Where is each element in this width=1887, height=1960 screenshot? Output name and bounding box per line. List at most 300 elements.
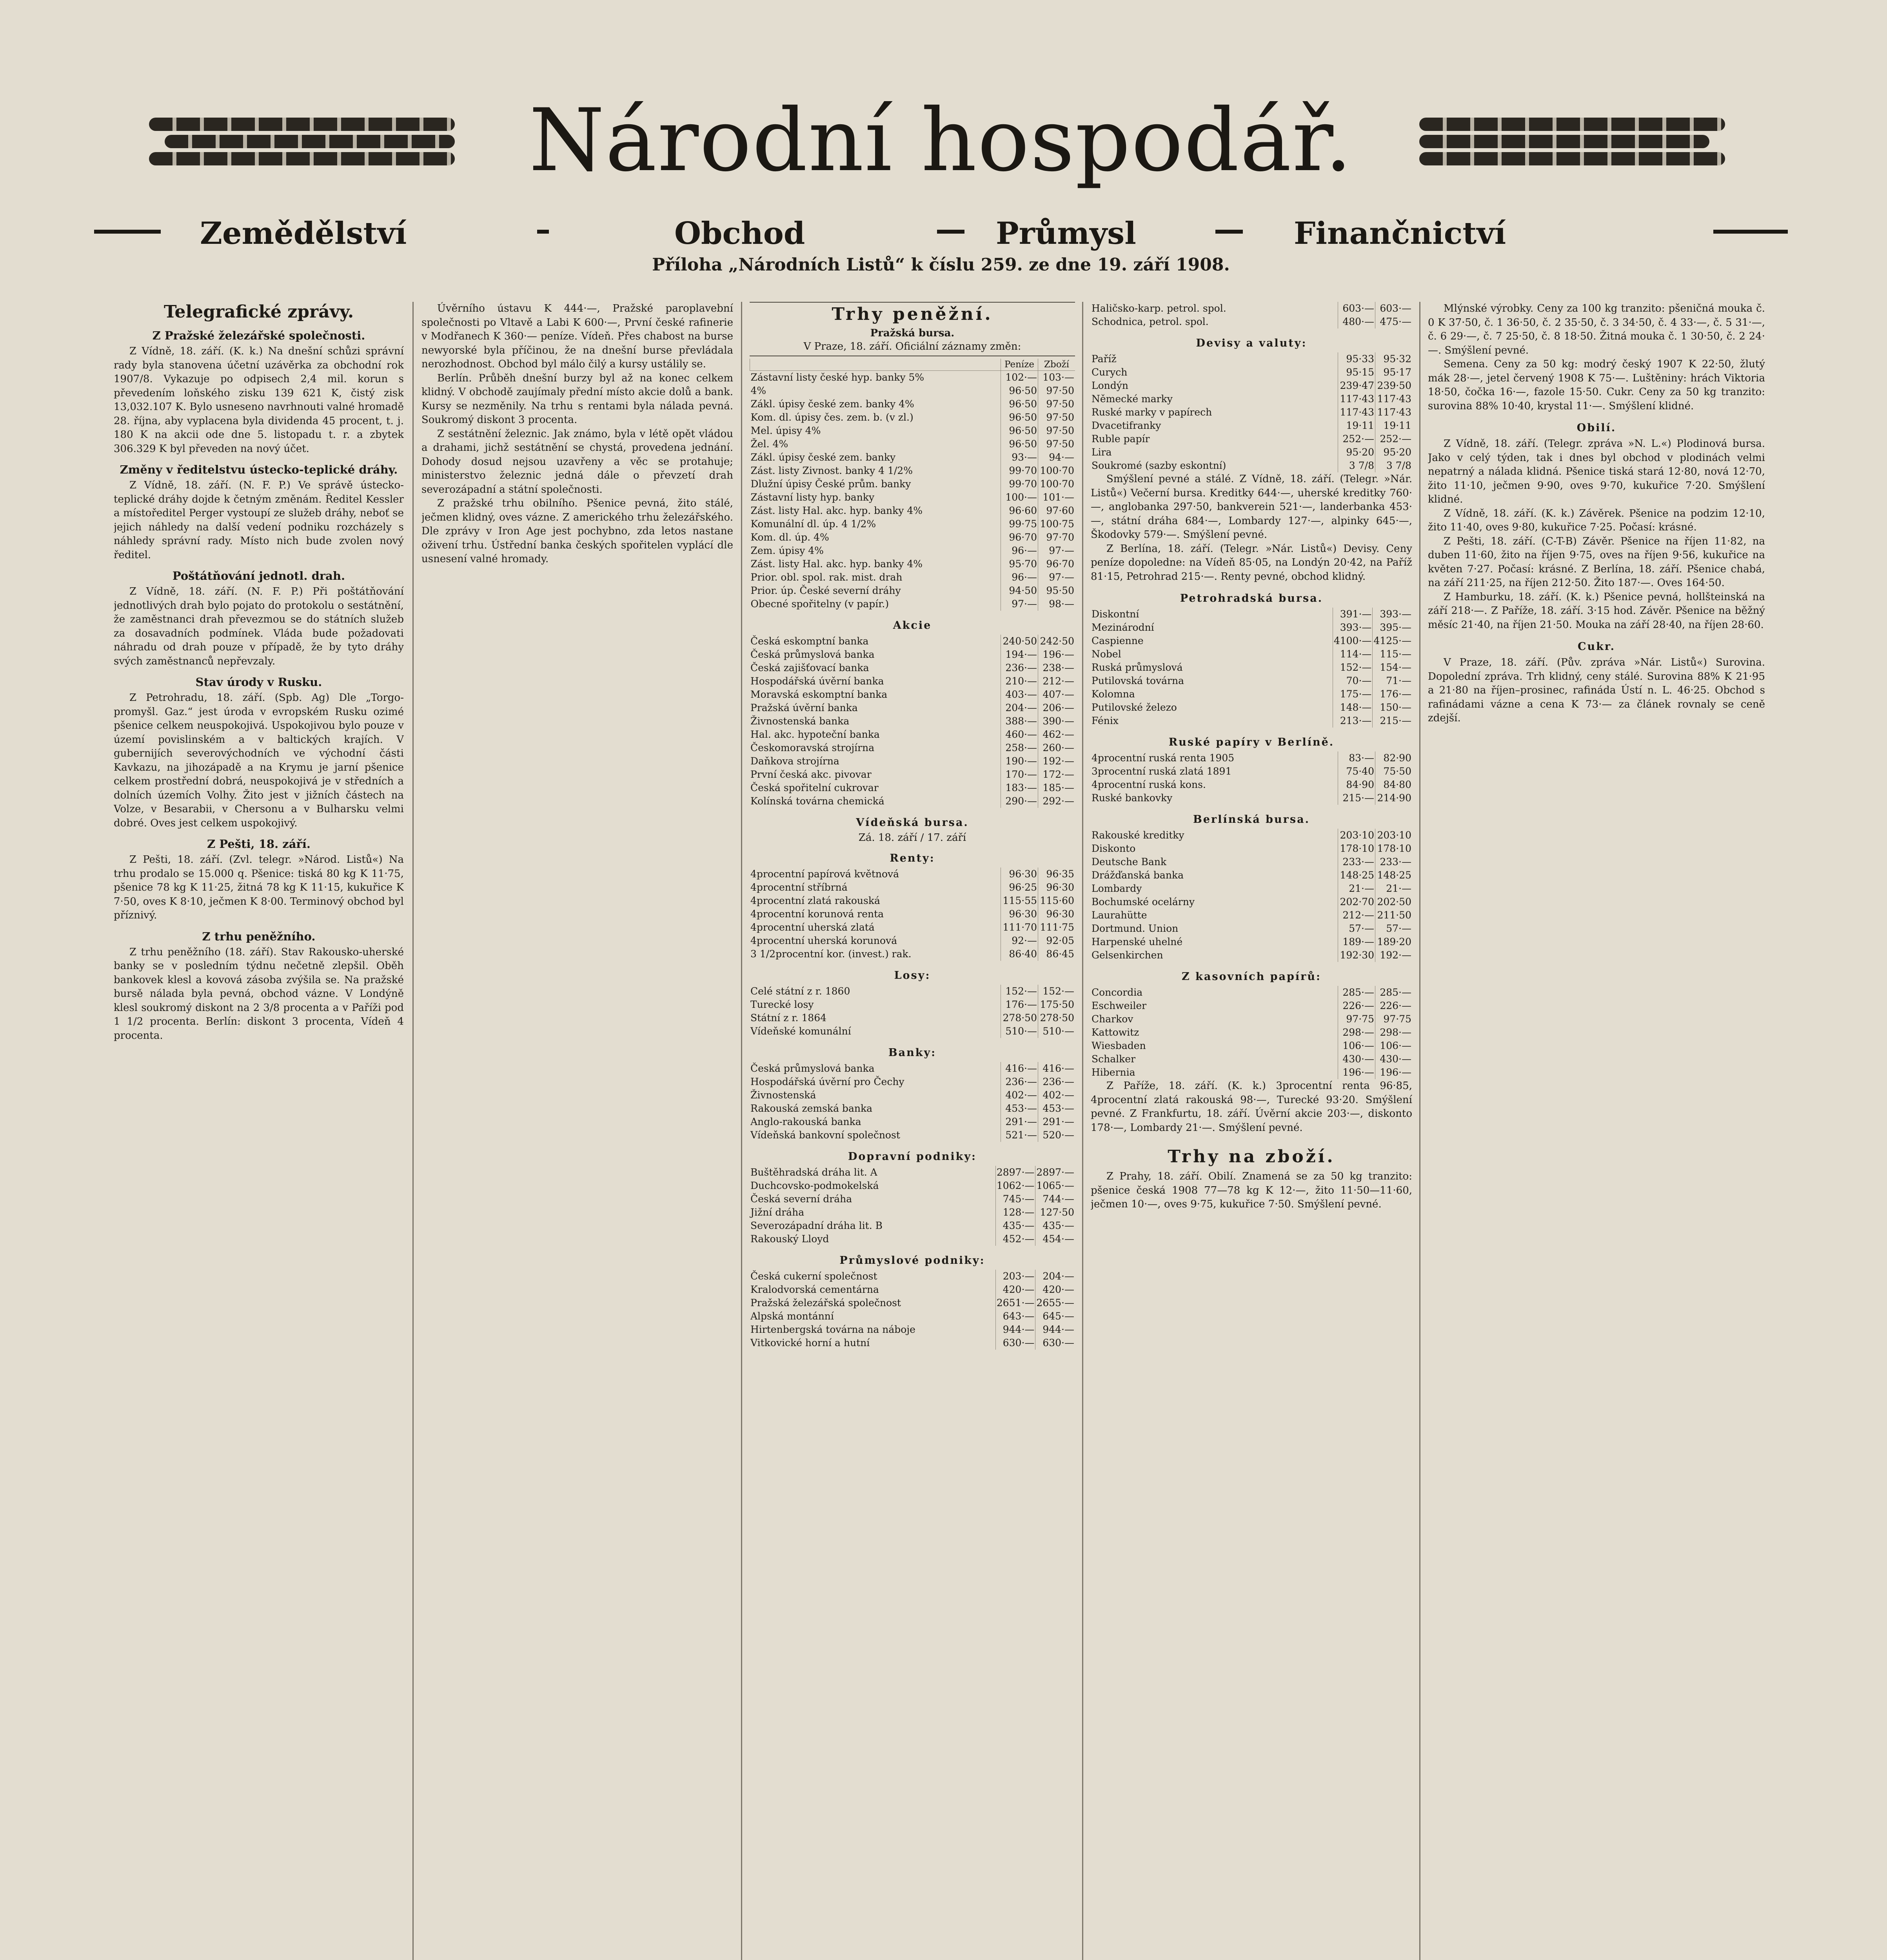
table-row <box>1091 419 1412 432</box>
table-row <box>750 571 1075 584</box>
row-value: 84·90 <box>1338 778 1375 791</box>
row-value: 84·80 <box>1375 778 1413 791</box>
row-label: Mel. úpisy 4% <box>750 425 821 436</box>
row-value: 183·— <box>1001 781 1038 795</box>
row-value: 97·50 <box>1038 397 1075 411</box>
row-label: Dvacetifranky <box>1092 420 1161 431</box>
table-row <box>750 661 1075 675</box>
column-rule <box>1419 302 1420 1960</box>
section-industry: Průmysl <box>996 216 1136 251</box>
column-money-markets <box>750 302 1075 1960</box>
row-value: 99·75 <box>1001 517 1038 531</box>
row-label: Putilovská továrna <box>1092 675 1184 686</box>
row-value: 19·11 <box>1375 419 1413 432</box>
table-row <box>1091 778 1412 791</box>
row-value: 390·— <box>1038 715 1075 728</box>
row-value: 152·— <box>1333 661 1373 674</box>
row-value: 96·50 <box>1001 411 1038 424</box>
row-value: 430·— <box>1375 1053 1413 1066</box>
row-label: Moravská eskomptní banka <box>750 689 888 700</box>
row-label: Česká průmyslová banka <box>750 1063 875 1074</box>
row-value: 178·10 <box>1375 842 1413 855</box>
row-value: 96·30 <box>1038 907 1075 921</box>
row-value: 212·— <box>1038 675 1075 688</box>
row-value: 745·— <box>995 1192 1035 1206</box>
row-value: 291·— <box>1038 1115 1075 1129</box>
row-value: 290·— <box>1001 795 1038 808</box>
row-value: 278·50 <box>1001 1011 1038 1025</box>
table-row <box>1091 621 1412 634</box>
row-label: Severozápadní dráha lit. B <box>750 1220 883 1231</box>
row-value: 215·— <box>1373 714 1412 728</box>
row-label: Pražská úvěrní banka <box>750 702 858 713</box>
table-row <box>1091 855 1412 869</box>
row-value: 4125·— <box>1373 634 1412 648</box>
row-label: Hospodářská úvěrní pro Čechy <box>750 1076 904 1087</box>
article-text: Z Pešti, 18. září. (C-T-B) Závěr. Pšenice na říjen 11·82, na duben 11·60, žito na říjen 9·75, oves na říjen 9·56, kukuřice na květen 7·27. Počasí: krásné. Z Berlína, 18. září. Pšenice chabá, na září 211·25, na říjen 212·50. Žito 187·—. Oves 164·50. <box>1428 535 1765 589</box>
row-label: Mezinárodní <box>1092 622 1154 633</box>
table-row <box>750 768 1075 781</box>
row-value: 172·— <box>1038 768 1075 781</box>
row-value: 102·— <box>1001 371 1038 385</box>
row-value: 192·30 <box>1338 949 1375 962</box>
row-label: Diskontní <box>1092 608 1139 620</box>
section-agriculture: Zemědělství <box>200 216 407 251</box>
table-row <box>750 881 1075 894</box>
row-value: 521·— <box>1001 1129 1038 1142</box>
row-value: 480·— <box>1338 315 1375 328</box>
article-text: Smýšlení pevné a stálé. Z Vídně, 18. září. (Telegr. »Nár. Listů«) Večerní bursa. Kreditky 644·—, uherské kreditky 760·—, anglobanka 297·50, bankverein 521·—, landerbanka 453·—, státní dráha 684·—, Lombardy 127·—, alpinky 645·—, Škodovky 579·—. Smýšlení pevné. <box>1091 473 1412 541</box>
table-body <box>750 371 1075 611</box>
row-value: 236·— <box>1001 661 1038 675</box>
row-value: 82·90 <box>1375 751 1413 765</box>
row-label: Wiesbaden <box>1092 1040 1146 1051</box>
table-row <box>750 741 1075 755</box>
row-label: Pražská železářská společnost <box>750 1297 901 1308</box>
row-value: 416·— <box>1038 1062 1075 1075</box>
row-label: Fénix <box>1092 715 1119 726</box>
row-label: Žel. 4% <box>750 438 788 450</box>
row-value: 190·— <box>1001 755 1038 768</box>
row-label: Hibernia <box>1092 1067 1135 1078</box>
table-row <box>1091 1013 1412 1026</box>
row-value: 106·— <box>1338 1039 1375 1053</box>
row-value: 94·50 <box>1001 584 1038 597</box>
row-value: 96·— <box>1001 544 1038 557</box>
table-row <box>1091 446 1412 459</box>
row-value: 204·— <box>1035 1270 1075 1283</box>
row-value: 944·— <box>995 1323 1035 1336</box>
row-value: 233·— <box>1375 855 1413 869</box>
row-value: 117·43 <box>1338 406 1375 419</box>
article-text: Z Vídně, 18. září. (K. k.) Závěrek. Pšenice na podzim 12·10, žito 11·40, oves 9·80, kukuřice 7·25. Počasí: krásné. <box>1428 507 1765 533</box>
row-label: Zást. listy Zivnost. banky 4 1/2% <box>750 465 913 476</box>
row-value: 196·— <box>1338 1066 1375 1079</box>
row-value: 3 7/8 <box>1375 459 1413 472</box>
oil-stocks-table <box>1091 302 1412 328</box>
row-value: 510·— <box>1038 1025 1075 1038</box>
row-value: 148·25 <box>1338 869 1375 882</box>
table-row <box>750 1323 1075 1336</box>
row-value: 2897·— <box>995 1166 1035 1179</box>
row-value: 393·— <box>1373 608 1412 621</box>
row-value: 460·— <box>1001 728 1038 741</box>
table-row <box>750 688 1075 701</box>
table-row <box>1091 634 1412 648</box>
table-row <box>1091 392 1412 406</box>
table-row <box>1091 379 1412 392</box>
row-value: 391·— <box>1333 608 1373 621</box>
row-value: 100·70 <box>1038 464 1075 477</box>
article-text: Z sestátnění železnic. Jak známo, byla v létě opět vládou a drahami, jichž sestátnění se chystá, provedena jednání. Dohody dosud nejsou uzavřeny a věc se protahuje; ministerstvo železnic jedná dále o převzetí drah severozápadní a státní společnosti. <box>421 428 733 495</box>
row-value: 402·— <box>1038 1089 1075 1102</box>
row-label: Lombardy <box>1092 883 1142 894</box>
table-row <box>750 597 1075 611</box>
row-value: 189·20 <box>1375 935 1413 949</box>
row-value: 203·— <box>995 1270 1035 1283</box>
row-label: Prior. obl. spol. rak. mist. drah <box>750 572 903 583</box>
table-row <box>1091 999 1412 1013</box>
section-finance: Finančnictví <box>1294 216 1506 251</box>
row-value: 388·— <box>1001 715 1038 728</box>
row-label: Vídeňská bankovní společnost <box>750 1129 900 1141</box>
row-label: Alpská montánní <box>750 1310 834 1322</box>
table-row <box>750 437 1075 451</box>
row-value: 203·10 <box>1375 829 1413 842</box>
table-row <box>1091 935 1412 949</box>
table-body <box>750 1270 1075 1350</box>
row-value: 94·— <box>1038 451 1075 464</box>
row-value: 117·43 <box>1338 392 1375 406</box>
row-value: 239·47 <box>1338 379 1375 392</box>
table-row <box>750 397 1075 411</box>
table-row <box>750 1025 1075 1038</box>
row-value: 100·75 <box>1038 517 1075 531</box>
row-value: 97·75 <box>1338 1013 1375 1026</box>
row-label: Lira <box>1092 446 1112 458</box>
section-heading-grain: Obilí. <box>1576 422 1616 434</box>
row-value: 152·— <box>1001 985 1038 998</box>
table-row <box>750 411 1075 424</box>
section-trade: Obchod <box>674 216 805 251</box>
table-section-heading: Losy: <box>894 969 931 982</box>
table-row <box>1091 882 1412 895</box>
row-value: 97·60 <box>1038 504 1075 517</box>
row-value: 236·— <box>1001 1075 1038 1089</box>
russian-papers-table <box>1091 751 1412 805</box>
row-value: 203·10 <box>1338 829 1375 842</box>
table-row <box>750 1336 1075 1350</box>
row-value: 402·— <box>1001 1089 1038 1102</box>
prague-stocks-table <box>750 635 1075 808</box>
row-value: 520·— <box>1038 1129 1075 1142</box>
table-body <box>1091 608 1412 728</box>
row-value: 96·30 <box>1038 881 1075 894</box>
table-row <box>750 1296 1075 1310</box>
row-label: Schodnica, petrol. spol. <box>1092 316 1209 327</box>
table-row <box>1091 648 1412 661</box>
row-value: 75·40 <box>1338 765 1375 778</box>
row-value: 148·25 <box>1375 869 1413 882</box>
row-value: 101·— <box>1038 491 1075 504</box>
row-value: 416·— <box>1001 1062 1038 1075</box>
row-value: 196·— <box>1038 648 1075 661</box>
row-value: 57·— <box>1375 922 1413 935</box>
row-label: Concordia <box>1092 987 1143 998</box>
table-row <box>750 451 1075 464</box>
row-label: Zástavní listy hyp. banky <box>750 492 875 503</box>
row-value: 97·50 <box>1038 437 1075 451</box>
row-value: 185·— <box>1038 781 1075 795</box>
vienna-rail-table <box>750 1166 1075 1246</box>
article-title: Z Pešti, 18. září. <box>207 837 311 851</box>
row-value: 452·— <box>995 1232 1035 1246</box>
table-row <box>1091 895 1412 909</box>
row-label: Harpenské uhelné <box>1092 936 1183 947</box>
masthead <box>118 90 1764 275</box>
row-label: 4procentní ruská kons. <box>1092 779 1206 790</box>
row-label: Česká zajišťovací banka <box>750 662 869 673</box>
row-value: 603·— <box>1375 302 1413 315</box>
row-value: 150·— <box>1373 701 1412 714</box>
table-row <box>750 477 1075 491</box>
vienna-industry-table <box>750 1270 1075 1350</box>
row-label: Haličsko-karp. petrol. spol. <box>1092 303 1226 314</box>
section-bar <box>94 216 1788 251</box>
row-value: 95·32 <box>1375 352 1413 366</box>
table-row <box>750 781 1075 795</box>
table-row <box>750 715 1075 728</box>
row-value: 420·— <box>1035 1283 1075 1296</box>
table-row <box>750 1011 1075 1025</box>
row-value: 100·70 <box>1038 477 1075 491</box>
row-value: 453·— <box>1001 1102 1038 1115</box>
row-label: 4procentní zlatá rakouská <box>750 895 880 906</box>
table-row <box>1091 1053 1412 1066</box>
row-value: 292·— <box>1038 795 1075 808</box>
table-row <box>1091 714 1412 728</box>
row-value: 86·45 <box>1038 947 1075 961</box>
row-value: 97·— <box>1001 597 1038 611</box>
table-row <box>1091 829 1412 842</box>
divider <box>1713 230 1788 234</box>
row-value: 115·55 <box>1001 894 1038 907</box>
column-foreign-bourses <box>1091 302 1412 1960</box>
table-row <box>1091 315 1412 328</box>
table-section-heading: Akcie <box>893 619 932 632</box>
prague-bonds-table <box>750 359 1075 611</box>
row-value: 95·20 <box>1375 446 1413 459</box>
row-value: 194·— <box>1001 648 1038 661</box>
berlin-table <box>1091 829 1412 962</box>
row-label: Rakouské kreditky <box>1092 829 1184 841</box>
row-label: Curych <box>1092 367 1128 378</box>
table-row <box>1091 366 1412 379</box>
vienna-rents-table <box>750 867 1075 961</box>
vienna-bourse-heading: Vídeňská bursa. <box>856 817 969 829</box>
row-label: Státní z r. 1864 <box>750 1012 827 1024</box>
table-section-heading: Banky: <box>888 1047 937 1059</box>
row-value: 3 7/8 <box>1338 459 1375 472</box>
divider <box>937 230 964 234</box>
table-row <box>750 1089 1075 1102</box>
column-header-goods: Zboží <box>1038 359 1075 371</box>
row-value: 226·— <box>1375 999 1413 1013</box>
row-value: 285·— <box>1375 986 1413 999</box>
row-value: 420·— <box>995 1283 1035 1296</box>
row-label: Zem. úpisy 4% <box>750 545 824 556</box>
article-text: Z trhu peněžního (18. září). Stav Rakousko-uherské banky se v posledním týdnu nečetně zlepšil. Oběh bankovek klesl a kovová zásoba zvýšila se. Na pražské bursě nálada byla pevná, obchod vázne. V Londýně klesl soukromý diskont na 2 3/8 procenta a v Paříži pod 1 1/2 procenta. Berlín: diskont 3 procenta, Vídeň 4 procenta. <box>114 946 404 1042</box>
article-text: Z Petrohradu, 18. září. (Spb. Ag) Dle „Torgo-promyšl. Gaz.“ jest úroda v evropském Rusku ozimé pšenice celkem neuspokojivá. Uspokojivou bylo pouze v území povislinském a v baltických krajích. V gubernijích severovýchodních ve východní části Kavkazu, na jihozápadě a na Krymu je jarní pšenice celkem prostřední dobrá, neuspokojivá je v středních a dolních územích Volhy. Žito jest v jižních částech na Volze, v Besarabii, v Chersonu a v Bulharsku velmi dobré. Oves jest celkem uspokojivý. <box>114 692 404 829</box>
row-value: 152·— <box>1038 985 1075 998</box>
row-value: 21·— <box>1375 882 1413 895</box>
row-value: 278·50 <box>1038 1011 1075 1025</box>
row-label: Duchcovsko-podmokelská <box>750 1180 879 1191</box>
table-body <box>750 867 1075 961</box>
table-section-heading: Z kasovních papírů: <box>1182 971 1321 983</box>
row-label: 4procentní papírová květnová <box>750 868 899 880</box>
table-row <box>1091 791 1412 805</box>
article-text: Z Vídně, 18. září. (N. F. P.) Ve správě ústecko-teplické dráhy dojde k četným změnám. Ředitel Kessler a místoředitel Perger vystoupí ze služeb dráhy, neboť se jejich náhledy na další vedení podniku rozcházely s náhledy správní rady. Místo nich bude zvolen nový ředitel. <box>114 479 404 561</box>
table-row <box>1091 1066 1412 1079</box>
row-value: 21·— <box>1338 882 1375 895</box>
row-value: 19·11 <box>1338 419 1375 432</box>
row-value: 407·— <box>1038 688 1075 701</box>
row-value: 213·— <box>1333 714 1373 728</box>
table-row <box>1091 909 1412 922</box>
row-label: Turecké losy <box>750 999 814 1010</box>
row-value: 189·— <box>1338 935 1375 949</box>
row-label: Kolínská továrna chemická <box>750 795 884 807</box>
row-value: 97·50 <box>1038 411 1075 424</box>
row-label: Gelsenkirchen <box>1092 949 1163 961</box>
table-row <box>1091 869 1412 882</box>
row-value: 96·60 <box>1001 504 1038 517</box>
table-row <box>750 424 1075 437</box>
row-value: 95·15 <box>1338 366 1375 379</box>
row-value: 97·70 <box>1038 531 1075 544</box>
row-value: 630·— <box>1035 1336 1075 1350</box>
petersburg-table <box>1091 608 1412 728</box>
table-body <box>750 985 1075 1038</box>
row-value: 453·— <box>1038 1102 1075 1115</box>
row-label: Kralodvorská cementárna <box>750 1284 879 1295</box>
row-label: 4procentní korunová renta <box>750 908 884 920</box>
row-value: 395·— <box>1373 621 1412 634</box>
row-value: 114·— <box>1333 648 1373 661</box>
article-text: Z pražské trhu obilního. Pšenice pevná, žito stálé, ječmen klidný, oves vázne. Z amerického trhu železářského. Dle zprávy v Iron Age jest pochybno, zda letos nastane oživení trhu. Ústřední banka českých spořitelen vyplácí dle usnesení valné hromady. <box>421 497 733 565</box>
row-value: 210·— <box>1001 675 1038 688</box>
table-row <box>1091 661 1412 674</box>
table-row <box>1091 459 1412 472</box>
table-row <box>750 491 1075 504</box>
row-label: Kom. dl. úpisy čes. zem. b. (v zl.) <box>750 412 914 423</box>
row-value: 117·43 <box>1375 406 1413 419</box>
table-body <box>1091 986 1412 1079</box>
table-row <box>750 701 1075 715</box>
row-value: 298·— <box>1338 1026 1375 1039</box>
table-row <box>750 531 1075 544</box>
row-value: 128·— <box>995 1206 1035 1219</box>
row-value: 206·— <box>1038 701 1075 715</box>
row-value: 95·33 <box>1338 352 1375 366</box>
row-value: 212·— <box>1338 909 1375 922</box>
row-value: 100·— <box>1001 491 1038 504</box>
row-value: 214·90 <box>1375 791 1413 805</box>
row-value: 239·50 <box>1375 379 1413 392</box>
row-value: 96·50 <box>1001 437 1038 451</box>
article-text: Z Vídně, 18. září. (K. k.) Na dnešní schůzi správní rady byla stanovena účetní uzávěrka za obchodní rok 1907/8. Vykazuje po odpisech 2,4 mil. korun s převedením loňského zisku 139 621 K, čistý zisk 13,032.107 K. Bylo usneseno navrhnouti valné hromadě 28. října, aby vyplacena byla dividenda 45 procent, t. j. 180 K na akcii ode dne 5. listopadu t. r. a zbytek 306.329 K byl převeden na nový účet. <box>114 345 404 455</box>
row-value: 1065·— <box>1035 1179 1075 1192</box>
row-value: 204·— <box>1001 701 1038 715</box>
article-text: Z Pešti, 18. září. (Zvl. telegr. »Národ. Listů«) Na trhu prodalo se 15.000 q. Pšenice: tiská 80 kg K 11·75, pšenice 78 kg K 11·25, žitná 78 kg K 11·15, kukuřice K 7·50, oves K 8·10, ječmen K 8·00. Terminový obchod byl příznivý. <box>114 854 404 921</box>
row-value: 170·— <box>1001 768 1038 781</box>
row-label: Živnostenská <box>750 1089 816 1101</box>
row-label: Rakouský Lloyd <box>750 1233 829 1245</box>
article-title: Z Pražské železářské společnosti. <box>152 329 365 342</box>
row-value: 175·— <box>1333 688 1373 701</box>
row-value: 944·— <box>1035 1323 1075 1336</box>
row-value: 2651·— <box>995 1296 1035 1310</box>
row-value: 97·50 <box>1038 424 1075 437</box>
row-value: 83·— <box>1338 751 1375 765</box>
row-label: Česká severní dráha <box>750 1193 852 1205</box>
row-value: 86·40 <box>1001 947 1038 961</box>
row-value: 240·50 <box>1001 635 1038 648</box>
row-label: 3 1/2procentní kor. (invest.) rak. <box>750 948 912 960</box>
row-label: Laurahütte <box>1092 909 1147 921</box>
table-row <box>1091 701 1412 714</box>
row-label: Českomoravská strojírna <box>750 742 875 753</box>
row-label: Drážďanská banka <box>1092 869 1184 881</box>
table-row <box>1091 949 1412 962</box>
row-label: Kattowitz <box>1092 1027 1139 1038</box>
column-reports <box>421 302 733 1960</box>
table-section-heading: Průmyslové podniky: <box>839 1254 985 1267</box>
table-row <box>750 584 1075 597</box>
table-row <box>1091 751 1412 765</box>
table-row <box>750 1166 1075 1179</box>
berlin-cash-table <box>1091 986 1412 1079</box>
table-row <box>750 1232 1075 1246</box>
right-ornament <box>1419 114 1725 180</box>
row-value: 106·— <box>1375 1039 1413 1053</box>
table-row <box>750 384 1075 397</box>
row-label: Hal. akc. hypoteční banka <box>750 729 880 740</box>
row-label: Zákl. úpisy české zem. banky <box>750 452 896 463</box>
row-label: Zástavní listy české hyp. banky 5% <box>750 372 924 383</box>
row-value: 127·50 <box>1035 1206 1075 1219</box>
row-label: Buštěhradská dráha lit. A <box>750 1167 877 1178</box>
row-value: 475·— <box>1375 315 1413 328</box>
table-body <box>1091 751 1412 805</box>
table-section-heading: Ruské papíry v Berlíně. <box>1168 736 1335 748</box>
table-row <box>1091 1026 1412 1039</box>
column-rule <box>741 302 742 1960</box>
row-value: 97·75 <box>1375 1013 1413 1026</box>
row-value: 115·— <box>1373 648 1412 661</box>
table-section-heading: Renty: <box>890 852 935 864</box>
table-row <box>750 1219 1075 1232</box>
table-row <box>750 1129 1075 1142</box>
row-label: Schalker <box>1092 1053 1136 1065</box>
row-label: 4procentní stříbrná <box>750 882 848 893</box>
table-row <box>1091 842 1412 855</box>
row-label: Eschweiler <box>1092 1000 1147 1011</box>
row-value: 252·— <box>1338 432 1375 446</box>
row-label: Zákl. úpisy české zem. banky 4% <box>750 398 914 410</box>
telegrams-heading: Telegrafické zprávy. <box>163 302 354 322</box>
